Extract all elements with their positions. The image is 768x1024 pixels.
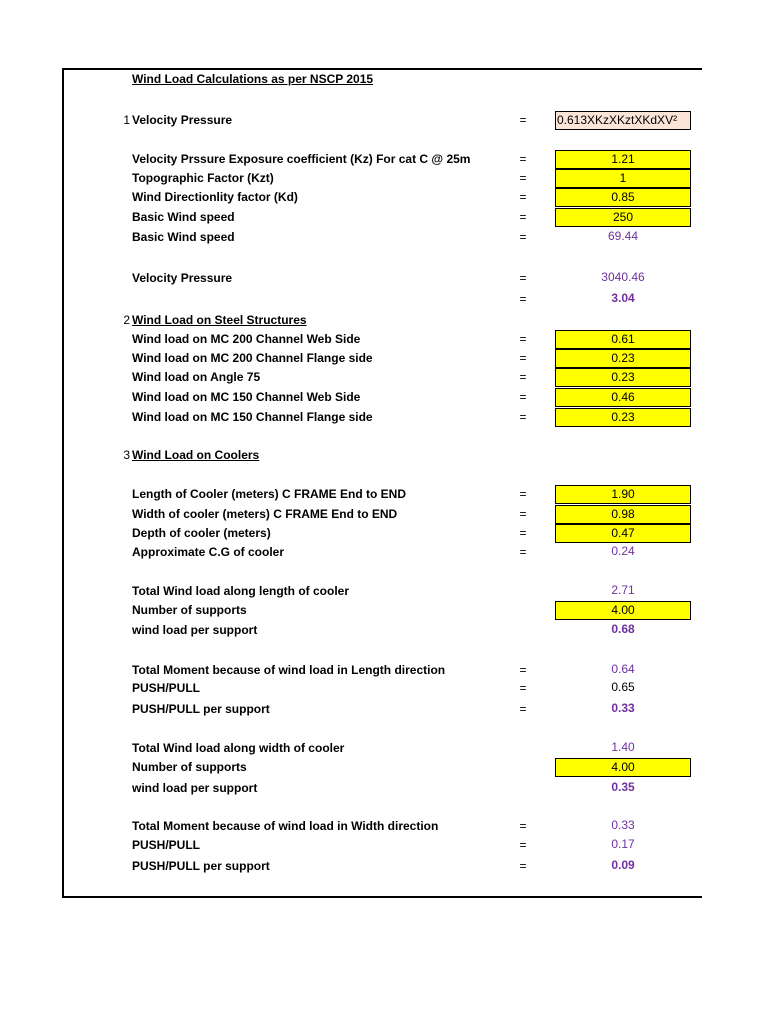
row-label: Depth of cooler (meters): [132, 526, 271, 540]
row-label: Wind Directionlity factor (Kd): [132, 190, 298, 204]
calc-row: [0, 836, 768, 855]
equals-sign: =: [519, 332, 527, 346]
equals-sign: =: [519, 681, 527, 695]
equals-sign: =: [519, 838, 527, 852]
row-label: Wind load on MC 150 Channel Flange side: [132, 410, 373, 424]
equals-sign: =: [519, 819, 527, 833]
calc-row: [0, 269, 768, 288]
input-cell[interactable]: 1.21: [555, 150, 691, 169]
row-label: Basic Wind speed: [132, 210, 235, 224]
row-label: PUSH/PULL: [132, 838, 201, 852]
row-label: PUSH/PULL: [132, 681, 201, 695]
row-label: Total Moment because of wind load in Width direction: [132, 819, 439, 833]
input-cell[interactable]: 0.85: [555, 188, 691, 207]
equals-sign: =: [519, 152, 527, 166]
calc-row: [0, 582, 768, 601]
input-cell[interactable]: 4.00: [555, 601, 691, 620]
calc-row: [0, 758, 768, 777]
result-cell: 3040.46: [601, 270, 645, 284]
input-cell[interactable]: 0.23: [555, 368, 691, 387]
equals-sign: =: [519, 292, 527, 306]
equals-sign: =: [519, 190, 527, 204]
section-heading: Wind Load on Coolers: [132, 448, 260, 462]
row-label: Wind load on MC 200 Channel Web Side: [132, 332, 361, 346]
calc-row: [0, 208, 768, 227]
calc-row: [0, 228, 768, 247]
row-label: wind load per support: [132, 781, 258, 795]
equals-sign: =: [519, 859, 527, 873]
input-cell[interactable]: 0.46: [555, 388, 691, 407]
result-cell: 1.40: [611, 740, 635, 754]
calc-row: [0, 169, 768, 188]
section-heading: Wind Load on Steel Structures: [132, 313, 307, 327]
calc-row: [0, 111, 768, 130]
row-label: Approximate C.G of cooler: [132, 545, 285, 559]
equals-sign: =: [519, 271, 527, 285]
row-label: Wind load on MC 200 Channel Flange side: [132, 351, 373, 365]
result-cell: 0.33: [611, 701, 635, 715]
equals-sign: =: [519, 663, 527, 677]
row-label: PUSH/PULL per support: [132, 702, 270, 716]
row-label: Topographic Factor (Kzt): [132, 171, 274, 185]
result-cell: 2.71: [611, 583, 635, 597]
calc-row: [0, 817, 768, 836]
input-cell[interactable]: 4.00: [555, 758, 691, 777]
calc-row: [0, 330, 768, 349]
input-cell[interactable]: 0.47: [555, 524, 691, 543]
row-label: Velocity Pressure: [132, 271, 233, 285]
section-number: 1: [123, 113, 130, 127]
result-cell: 3.04: [611, 291, 635, 305]
input-cell[interactable]: 0.23: [555, 408, 691, 427]
row-label: Total Moment because of wind load in Length direction: [132, 663, 446, 677]
equals-sign: =: [519, 370, 527, 384]
row-label: Total Wind load along width of cooler: [132, 741, 345, 755]
calc-row: [0, 368, 768, 387]
result-cell: 0.17: [611, 837, 635, 851]
equals-sign: =: [519, 230, 527, 244]
equals-sign: =: [519, 113, 527, 127]
input-cell[interactable]: 1.90: [555, 485, 691, 504]
result-cell: 0.09: [611, 858, 635, 872]
result-cell: 0.64: [611, 662, 635, 676]
calc-row: [0, 188, 768, 207]
section-number: 3: [123, 448, 130, 462]
input-cell[interactable]: 250: [555, 208, 691, 227]
equals-sign: =: [519, 410, 527, 424]
equals-sign: =: [519, 526, 527, 540]
equals-sign: =: [519, 390, 527, 404]
row-label: Number of supports: [132, 603, 247, 617]
calc-row: [0, 601, 768, 620]
calc-row: [0, 505, 768, 524]
calc-row: [0, 779, 768, 798]
formula-cell: 0.613XKzXKztXKdXV²: [555, 111, 691, 130]
result-cell: 0.68: [611, 622, 635, 636]
sheet-title: Wind Load Calculations as per NSCP 2015: [132, 72, 374, 86]
row-label: Length of Cooler (meters) C FRAME End to END: [132, 487, 406, 501]
calc-row: [0, 739, 768, 758]
equals-sign: =: [519, 702, 527, 716]
calc-row: [0, 661, 768, 680]
calc-row: [0, 408, 768, 427]
result-cell: 0.33: [611, 818, 635, 832]
calc-row: [0, 150, 768, 169]
input-cell[interactable]: 0.23: [555, 349, 691, 368]
result-cell: 69.44: [607, 229, 639, 243]
input-cell[interactable]: 0.61: [555, 330, 691, 349]
row-label: Number of supports: [132, 760, 247, 774]
calc-row: [0, 679, 768, 698]
row-label: Wind load on MC 150 Channel Web Side: [132, 390, 361, 404]
row-label: Wind load on Angle 75: [132, 370, 261, 384]
row-label: Velocity Prssure Exposure coefficient (Kz) For cat C @ 25m: [132, 152, 471, 166]
result-cell: 0.65: [611, 680, 635, 694]
equals-sign: =: [519, 351, 527, 365]
row-label: wind load per support: [132, 623, 258, 637]
calc-row: [0, 700, 768, 719]
equals-sign: =: [519, 545, 527, 559]
input-cell[interactable]: 0.98: [555, 505, 691, 524]
calc-row: [0, 543, 768, 562]
calc-row: [0, 446, 768, 465]
equals-sign: =: [519, 171, 527, 185]
equals-sign: =: [519, 210, 527, 224]
result-cell: 0.35: [611, 780, 635, 794]
section-number: 2: [123, 313, 130, 327]
row-label: Velocity Pressure: [132, 113, 233, 127]
calc-row: [0, 524, 768, 543]
calc-row: [0, 311, 768, 330]
calc-row: [0, 388, 768, 407]
row-label: Basic Wind speed: [132, 230, 235, 244]
calc-row: [0, 857, 768, 876]
input-cell[interactable]: 1: [555, 169, 691, 188]
calc-row: [0, 621, 768, 640]
row-label: Total Wind load along length of cooler: [132, 584, 349, 598]
result-cell: 0.24: [611, 544, 635, 558]
calc-row: [0, 349, 768, 368]
calc-row: [0, 290, 768, 309]
calc-row: [0, 485, 768, 504]
row-label: PUSH/PULL per support: [132, 859, 270, 873]
equals-sign: =: [519, 507, 527, 521]
equals-sign: =: [519, 487, 527, 501]
row-label: Width of cooler (meters) C FRAME End to END: [132, 507, 398, 521]
